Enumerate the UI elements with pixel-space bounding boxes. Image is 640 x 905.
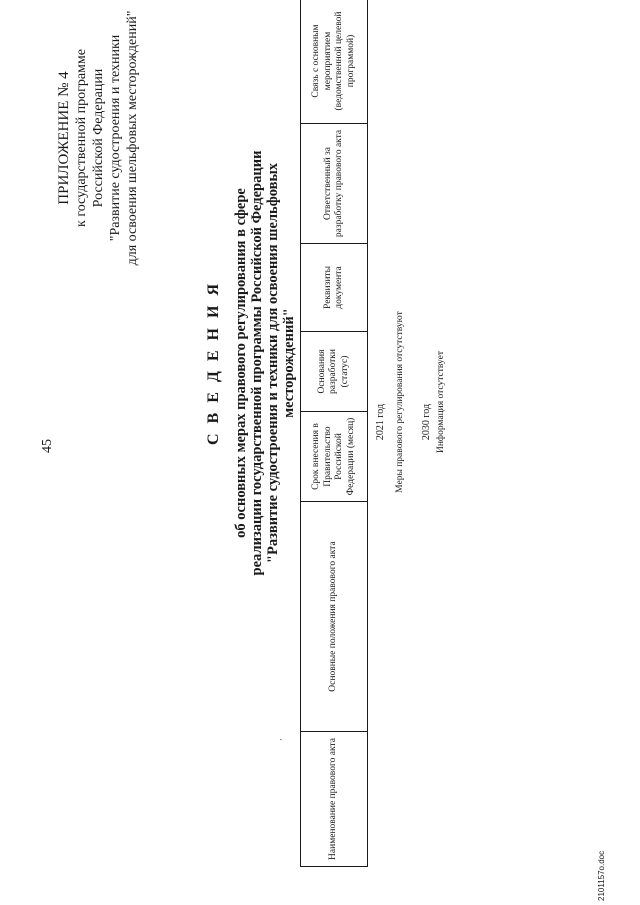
rotated-page	[0, 3, 640, 903]
measures-table	[300, 0, 368, 867]
title-line-2: реализации государственной программы Российской Федерации	[249, 150, 265, 576]
col-header-act-name: Наименование правового акта	[301, 732, 368, 867]
appendix-line-2: к государственной программе	[74, 49, 89, 227]
title-line-3: "Развитие судостроения и техники для освоения шельфовых месторождений"	[265, 162, 297, 564]
col-header-development-basis: Основания разработки (статус)	[301, 332, 368, 412]
table-header-row	[301, 0, 368, 867]
col-header-responsible: Ответственный за разработку правового акта	[301, 124, 368, 244]
col-header-link-to-measure: Связь с основным мероприятием (ведомственной целевой программой)	[301, 0, 368, 124]
section-note-2021: Меры правового регулирования отсутствуют	[395, 311, 405, 493]
document-title	[205, 133, 297, 593]
title-heading: С В Е Д Е Н И Я	[205, 280, 222, 446]
col-header-main-provisions: Основные положения правового акта	[301, 502, 368, 732]
page-number: 45	[40, 439, 55, 453]
appendix-line-1: ПРИЛОЖЕНИЕ № 4	[56, 71, 72, 205]
appendix-line-3: Российской Федерации	[91, 68, 106, 208]
col-header-document-details: Реквизиты документа	[301, 244, 368, 332]
document-id: 2101157o.doc	[597, 850, 606, 901]
scan-mark: ·	[276, 738, 286, 741]
col-header-submission-deadline: Срок внесения в Правительство Российской Федерации (месяц)	[301, 412, 368, 502]
appendix-block	[56, 0, 141, 288]
section-year-2030: 2030 год	[421, 403, 432, 441]
section-note-2030: Информация отсутствует	[436, 350, 446, 454]
title-line-1: об основных мерах правового регулирования в сфере	[233, 188, 249, 538]
appendix-line-4: "Развитие судостроения и техники	[108, 34, 123, 242]
section-year-2021: 2021 год	[375, 403, 386, 441]
appendix-line-5: для освоения шельфовых месторождений"	[125, 10, 140, 266]
